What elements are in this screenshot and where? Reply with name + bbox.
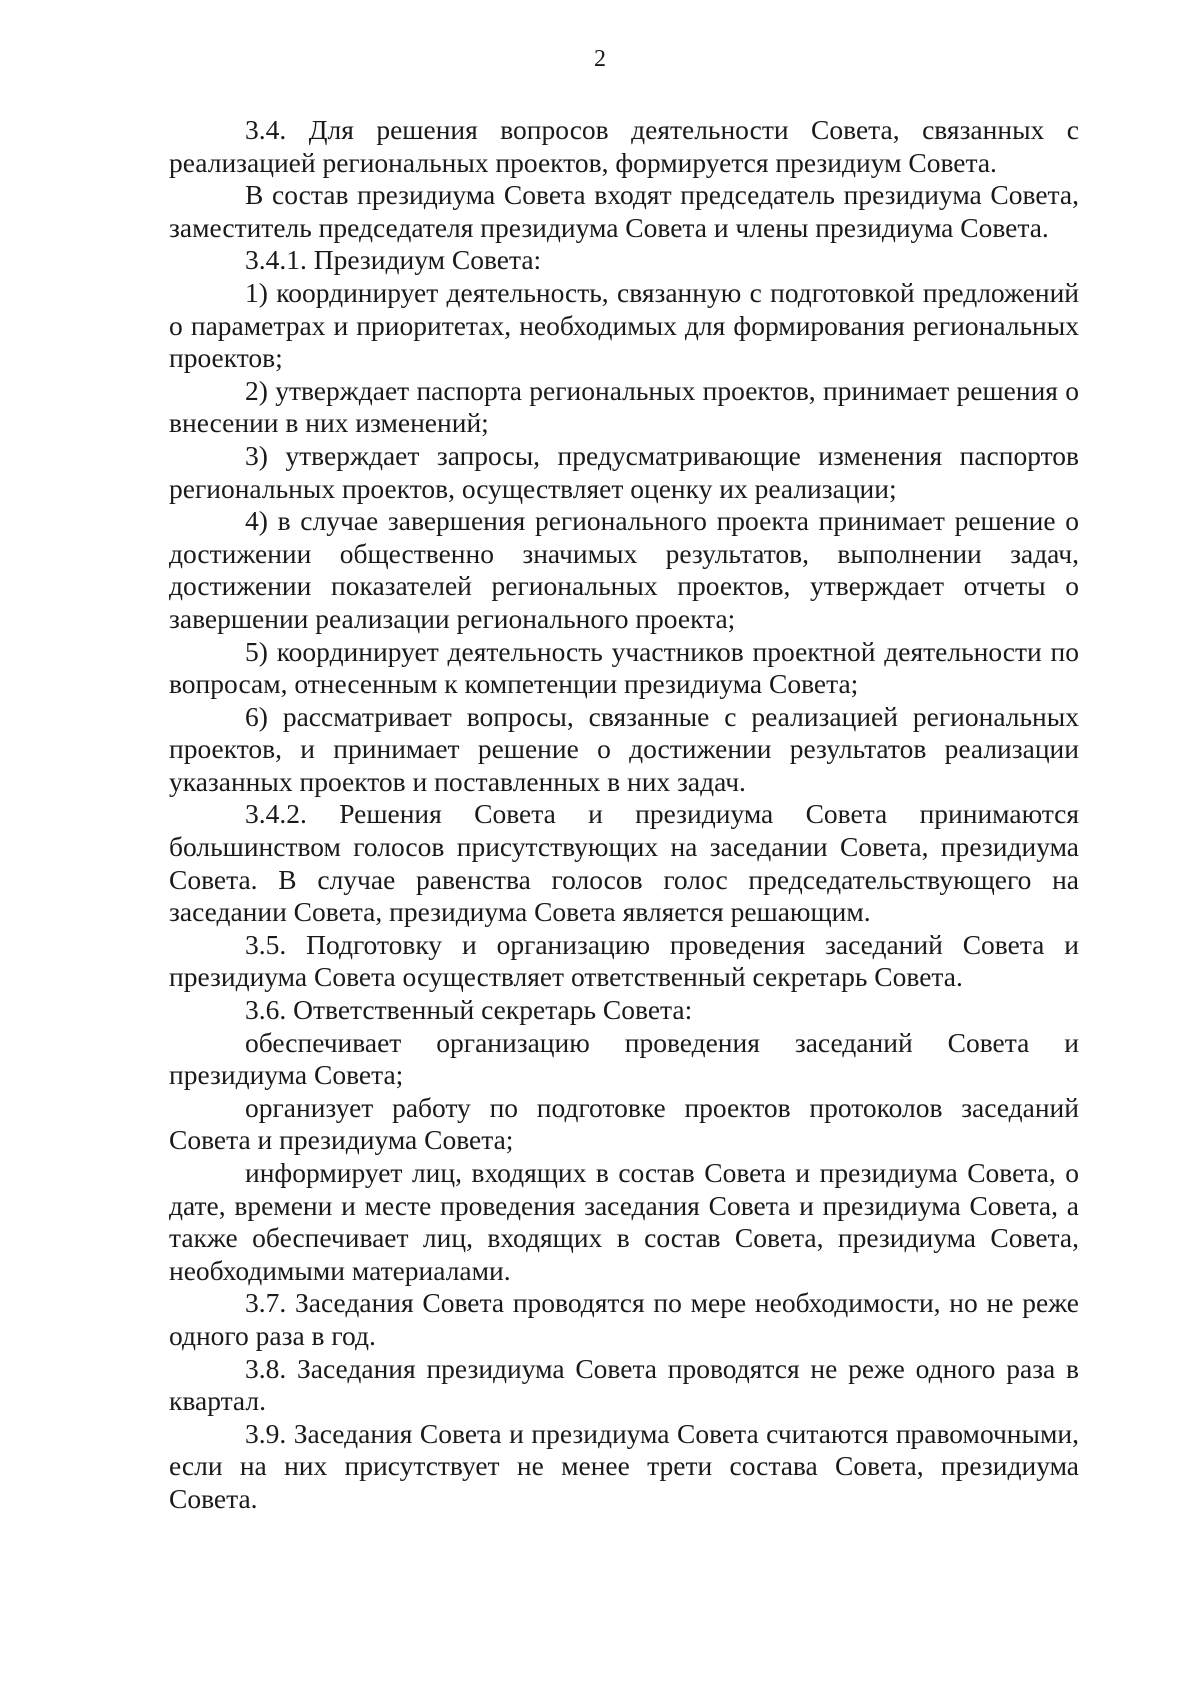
list-item-2: 2) утверждает паспорта региональных проектов, принимает решения о внесении в них изменений; <box>169 374 1079 439</box>
paragraph-3-9: 3.9. Заседания Совета и президиума Совета считаются правомочными, если на них присутствует не менее трети состава Совета, президиума Совета. <box>169 1417 1079 1514</box>
secretary-duty-2: организует работу по подготовке проектов протоколов заседаний Совета и президиума Совета; <box>169 1091 1079 1156</box>
page-number: 2 <box>594 46 606 72</box>
paragraph-3-4: 3.4. Для решения вопросов деятельности Совета, связанных с реализацией региональных проектов, формируется президиум Совета. <box>169 114 1079 178</box>
secretary-duty-3: информирует лиц, входящих в состав Совета и президиума Совета, о дате, времени и месте проведения заседания Совета и президиума Совета, а также обеспечивает лиц, входящих в состав Совета, президиума Совета, необходимыми материалами. <box>169 1157 1079 1286</box>
paragraph-3-5: 3.5. Подготовку и организацию проведения заседаний Совета и президиума Совета осуществляет ответственный секретарь Совета. <box>169 928 1079 993</box>
paragraph-presidium-composition: В состав президиума Совета входят председатель президиума Совета, заместитель председателя президиума Совета и члены президиума Совета. <box>169 179 1079 243</box>
list-item-5: 5) координирует деятельность участников проектной деятельности по вопросам, отнесенным к компетенции президиума Совета; <box>169 635 1079 700</box>
paragraph-3-7: 3.7. Заседания Совета проводятся по мере необходимости, но не реже одного раза в год. <box>169 1287 1079 1351</box>
list-item-4: 4) в случае завершения регионального проекта принимает решение о достижении общественно значимых результатов, выполнении задач, достижении показателей региональных проектов, утверждает отчеты о завершении реализации регионального проекта; <box>169 505 1079 634</box>
paragraph-3-8: 3.8. Заседания президиума Совета проводятся не реже одного раза в квартал. <box>169 1352 1079 1417</box>
paragraph-3-6: 3.6. Ответственный секретарь Совета: <box>245 994 693 1026</box>
paragraph-3-4-2: 3.4.2. Решения Совета и президиума Совета принимаются большинством голосов присутствующих на заседании Совета, президиума Совета. В случае равенства голосов голос председательствующего на заседании Совета, президиума Совета является решающим. <box>169 798 1079 928</box>
list-item-6: 6) рассматривает вопросы, связанные с реализацией региональных проектов, и принимает решение о достижении результатов реализации указанных проектов и поставленных в них задач. <box>169 700 1079 797</box>
list-item-1: 1) координирует деятельность, связанную с подготовкой предложений о параметрах и приоритетах, необходимых для формирования региональных проектов; <box>169 276 1079 374</box>
document-body <box>169 114 1079 1516</box>
paragraph-3-4-1: 3.4.1. Президиум Совета: <box>245 244 542 276</box>
list-item-3: 3) утверждает запросы, предусматривающие изменения паспортов региональных проектов, осуществляет оценку их реализации; <box>169 439 1079 504</box>
secretary-duty-1: обеспечивает организацию проведения заседаний Совета и президиума Совета; <box>169 1026 1079 1091</box>
